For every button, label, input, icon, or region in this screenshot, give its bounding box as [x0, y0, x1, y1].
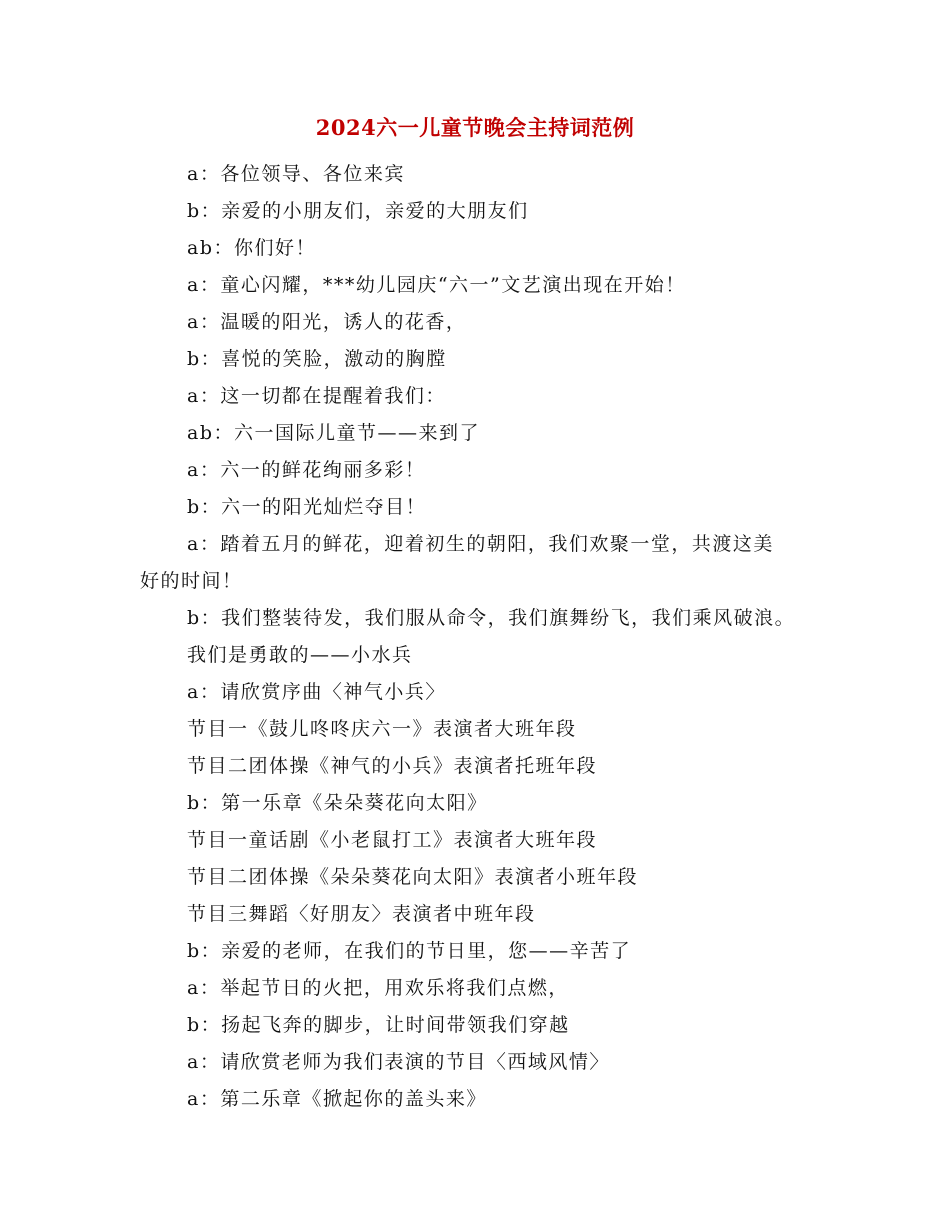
text-line: a：各位领导、各位来宾	[187, 163, 405, 185]
document-title: 2024六一儿童节晚会主持词范例	[315, 115, 635, 140]
text-line: a：举起节日的火把，用欢乐将我们点燃，	[187, 977, 569, 999]
text-line: b：六一的阳光灿烂夺目！	[187, 496, 427, 518]
text-line: a：童心闪耀，***幼儿园庆“六一”文艺演出现在开始！	[187, 274, 686, 296]
text-line: a：六一的鲜花绚丽多彩！	[187, 459, 426, 481]
text-line: 节目二团体操《朵朵葵花向太阳》表演者小班年段	[187, 866, 639, 888]
text-line: a：请欣赏老师为我们表演的节目〈西域风情〉	[187, 1051, 610, 1073]
text-line: b：亲爱的小朋友们，亲爱的大朋友们	[187, 200, 529, 222]
text-line: ab：你们好！	[187, 237, 316, 259]
text-line: a：温暖的阳光，诱人的花香，	[187, 311, 467, 333]
text-line: b：喜悦的笑脸，激动的胸膛	[187, 348, 447, 370]
text-line: b：第一乐章《朵朵葵花向太阳》	[187, 792, 488, 814]
text-line: b：扬起飞奔的脚步，让时间带领我们穿越	[187, 1014, 570, 1036]
text-line: 好的时间！	[140, 570, 243, 592]
text-line: a：第二乐章《掀起你的盖头来》	[187, 1088, 487, 1110]
text-line: 节目二团体操《神气的小兵》表演者托班年段	[187, 755, 598, 777]
text-line: ab：六一国际儿童节——来到了	[187, 422, 480, 444]
text-line: 节目三舞蹈〈好朋友〉表演者中班年段	[187, 903, 536, 925]
text-line: b：亲爱的老师，在我们的节日里，您——辛苦了	[187, 940, 632, 962]
text-line: a：这一切都在提醒着我们：	[187, 385, 446, 407]
text-line: a：踏着五月的鲜花，迎着初生的朝阳，我们欢聚一堂，共渡这美	[187, 533, 774, 555]
text-line: a：请欣赏序曲〈神气小兵〉	[187, 681, 446, 703]
text-line: 节目一童话剧《小老鼠打工》表演者大班年段	[187, 829, 598, 851]
text-line: 节目一《鼓儿咚咚庆六一》表演者大班年段	[187, 718, 577, 740]
document-body	[140, 156, 830, 1118]
text-line: 我们是勇敢的——小水兵	[187, 644, 413, 666]
text-line: b：我们整装待发，我们服从命令，我们旗舞纷飞，我们乘风破浪。	[187, 607, 796, 629]
